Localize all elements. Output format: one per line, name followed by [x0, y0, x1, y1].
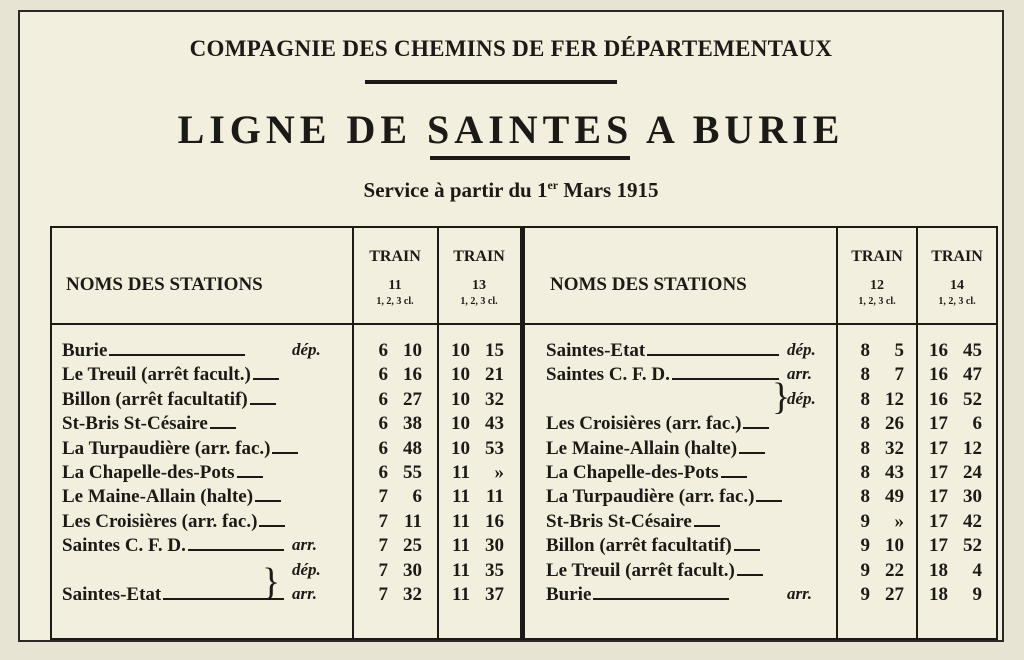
station-name: Saintes C. F. D.: [546, 364, 779, 386]
time-cell: [922, 340, 992, 362]
time-hour: 6: [378, 388, 388, 410]
right-timetable-row: [52, 389, 996, 412]
time-cell: [844, 413, 914, 435]
time-minute: 48: [403, 437, 422, 459]
station-name: Le Treuil (arrêt facult.): [546, 560, 763, 582]
time-hour: 7: [378, 510, 388, 532]
time-hour: 6: [378, 340, 388, 361]
station-name: Le Maine-Allain (halte): [62, 486, 281, 508]
time-minute: 49: [885, 486, 904, 508]
time-hour: 16: [929, 364, 948, 386]
time-hour: 16: [929, 388, 948, 410]
station-name: La Chapelle-des-Pots: [546, 462, 747, 484]
time-hour: 11: [452, 462, 470, 483]
time-minute: 30: [485, 535, 504, 557]
time-cell: [922, 462, 992, 484]
time-minute: 35: [485, 559, 504, 581]
time-minute: 43: [885, 462, 904, 483]
time-cell: [844, 584, 914, 606]
time-hour: 18: [929, 584, 948, 605]
left-stations-header: NOMS DES STATIONS: [66, 274, 263, 295]
station-name: Saintes C. F. D.: [62, 535, 284, 557]
time-minute: 47: [963, 364, 982, 386]
leader-line: [734, 537, 760, 551]
time-minute: 16: [485, 510, 504, 532]
time-cell: [844, 340, 914, 362]
time-hour: 6: [378, 413, 388, 435]
time-minute: 7: [894, 364, 904, 386]
time-minute: 38: [403, 413, 422, 435]
time-minute: 24: [963, 462, 982, 483]
time-minute: 30: [963, 486, 982, 508]
time-hour: 6: [378, 364, 388, 386]
station-name: Billon (arrêt facultatif): [546, 535, 760, 557]
time-cell: [844, 438, 914, 460]
time-hour: 17: [929, 413, 948, 435]
right-timetable-row: [52, 560, 996, 583]
title-rule-bottom: [430, 156, 630, 160]
station-name: La Turpaudière (arr. fac.): [546, 486, 782, 508]
leader-line: [737, 562, 763, 576]
station-name: Le Treuil (arrêt facult.): [62, 364, 279, 386]
time-hour: 7: [378, 584, 388, 605]
time-hour: 10: [451, 340, 470, 361]
train-13-header: TRAIN 13 1, 2, 3 cl.: [453, 248, 505, 307]
time-minute: 37: [485, 584, 504, 605]
left-saintes-brace: }: [262, 561, 281, 603]
right-timetable-row: [52, 364, 996, 387]
time-minute: 6: [412, 486, 422, 508]
leader-line: [672, 366, 779, 380]
time-minute: 52: [963, 535, 982, 557]
time-hour: 17: [929, 510, 948, 532]
time-hour: 8: [860, 486, 870, 508]
time-minute: 10: [403, 340, 422, 361]
station-name: St-Bris St-Césaire: [546, 511, 720, 533]
station-name: Burie: [546, 584, 729, 606]
time-minute: 26: [885, 413, 904, 435]
station-name: Les Croisières (arr. fac.): [546, 413, 769, 435]
time-minute: 30: [403, 559, 422, 581]
time-hour: 9: [860, 584, 870, 605]
time-minute: 43: [485, 413, 504, 435]
time-cell: [922, 584, 992, 606]
time-hour: 17: [929, 437, 948, 459]
event-label: arr.: [787, 364, 813, 384]
train-14-header: TRAIN 14 1, 2, 3 cl.: [931, 248, 983, 307]
time-cell: [922, 438, 992, 460]
station-name: Saintes-Etat: [62, 584, 284, 606]
time-hour: 9: [860, 559, 870, 581]
title-rule-top: [365, 80, 617, 84]
time-minute: 11: [486, 486, 504, 508]
time-hour: 9: [860, 535, 870, 557]
time-minute: 32: [403, 584, 422, 605]
time-minute: 53: [485, 437, 504, 459]
event-label: dép.: [292, 559, 321, 579]
timetable-table: [50, 226, 998, 640]
event-label: dép.: [787, 388, 816, 408]
time-minute: 12: [885, 388, 904, 410]
time-minute: 16: [403, 364, 422, 386]
right-timetable-row: [52, 511, 996, 534]
company-name: COMPAGNIE DES CHEMINS DE FER DÉPARTEMENTAUX: [189, 36, 833, 61]
time-minute: 9: [972, 584, 982, 605]
leader-line: [694, 513, 720, 527]
time-minute: 22: [885, 559, 904, 581]
time-hour: 11: [452, 535, 470, 557]
time-cell: [922, 560, 992, 582]
time-hour: 11: [452, 584, 470, 605]
time-minute: 21: [485, 364, 504, 386]
time-minute: 4: [972, 559, 982, 581]
time-hour: 17: [929, 462, 948, 483]
leader-line: [647, 342, 779, 356]
right-timetable-row: [52, 413, 996, 436]
time-cell: [844, 462, 914, 484]
time-cell: [844, 511, 914, 533]
right-timetable-row: [52, 584, 996, 607]
right-stations-header: NOMS DES STATIONS: [550, 274, 747, 295]
train-12-header: TRAIN 12 1, 2, 3 cl.: [851, 248, 903, 307]
time-minute: 25: [403, 535, 422, 557]
time-minute: 11: [404, 510, 422, 532]
station-name: Les Croisières (arr. fac.): [62, 511, 285, 533]
time-hour: 17: [929, 535, 948, 557]
leader-line: [743, 415, 769, 429]
time-cell: [922, 364, 992, 386]
time-minute: 27: [403, 388, 422, 410]
time-minute: 42: [963, 510, 982, 532]
time-hour: 17: [929, 486, 948, 508]
time-hour: 11: [452, 486, 470, 508]
timetable-sheet: [18, 10, 1004, 642]
station-name: La Turpaudière (arr. fac.): [62, 438, 298, 460]
event-label: dép.: [787, 340, 816, 359]
event-label: arr.: [292, 584, 318, 603]
leader-line: [721, 464, 747, 478]
time-minute: 5: [894, 340, 904, 361]
right-timetable-row: [52, 340, 996, 363]
service-date: Service à partir du 1er Mars 1915: [363, 178, 659, 202]
leader-line: [593, 586, 729, 600]
time-minute: »: [494, 462, 504, 483]
time-hour: 8: [860, 413, 870, 435]
station-name: St-Bris St-Césaire: [62, 413, 236, 435]
event-label: arr.: [787, 584, 813, 603]
time-hour: 8: [860, 462, 870, 483]
time-minute: »: [894, 510, 904, 532]
time-cell: [922, 511, 992, 533]
time-hour: 11: [452, 559, 470, 581]
right-timetable-row: [52, 462, 996, 485]
time-hour: 10: [451, 364, 470, 386]
time-cell: [844, 486, 914, 508]
time-hour: 11: [452, 510, 470, 532]
time-minute: 27: [885, 584, 904, 605]
leader-line: [756, 488, 782, 502]
right-saintes-brace: }: [772, 376, 791, 418]
station-name: Billon (arrêt facultatif): [62, 389, 276, 411]
time-hour: 6: [378, 437, 388, 459]
time-minute: 45: [963, 340, 982, 361]
line-title: LIGNE DE SAINTES A BURIE: [177, 107, 845, 152]
station-name: Le Maine-Allain (halte): [546, 438, 765, 460]
leader-line: [739, 440, 765, 454]
time-hour: 9: [860, 510, 870, 532]
time-hour: 10: [451, 413, 470, 435]
time-cell: [844, 364, 914, 386]
time-cell: [844, 560, 914, 582]
time-minute: 32: [485, 388, 504, 410]
time-minute: 6: [972, 413, 982, 435]
train-11-header: TRAIN 11 1, 2, 3 cl.: [369, 248, 421, 307]
time-hour: 10: [451, 437, 470, 459]
time-minute: 32: [885, 437, 904, 459]
time-hour: 16: [929, 340, 948, 361]
right-timetable-row: [52, 438, 996, 461]
time-hour: 8: [860, 437, 870, 459]
time-hour: 8: [860, 340, 870, 361]
time-hour: 8: [860, 364, 870, 386]
time-cell: [922, 535, 992, 557]
time-cell: [844, 535, 914, 557]
right-timetable-row: [52, 535, 996, 558]
time-cell: [922, 486, 992, 508]
time-hour: 6: [378, 462, 388, 483]
station-name: La Chapelle-des-Pots: [62, 462, 263, 484]
time-cell: [922, 389, 992, 411]
right-timetable-row: [52, 486, 996, 509]
time-minute: 12: [963, 437, 982, 459]
time-minute: 52: [963, 388, 982, 410]
time-hour: 7: [378, 486, 388, 508]
event-label: arr.: [292, 535, 318, 555]
time-hour: 7: [378, 559, 388, 581]
time-hour: 7: [378, 535, 388, 557]
time-minute: 10: [885, 535, 904, 557]
time-cell: [844, 389, 914, 411]
time-hour: 18: [929, 559, 948, 581]
time-minute: 15: [485, 340, 504, 361]
time-hour: 8: [860, 388, 870, 410]
time-minute: 55: [403, 462, 422, 483]
station-name: Burie: [62, 340, 245, 362]
time-cell: [922, 413, 992, 435]
time-hour: 10: [451, 388, 470, 410]
event-label: dép.: [292, 340, 321, 359]
station-name: Saintes-Etat: [546, 340, 779, 362]
